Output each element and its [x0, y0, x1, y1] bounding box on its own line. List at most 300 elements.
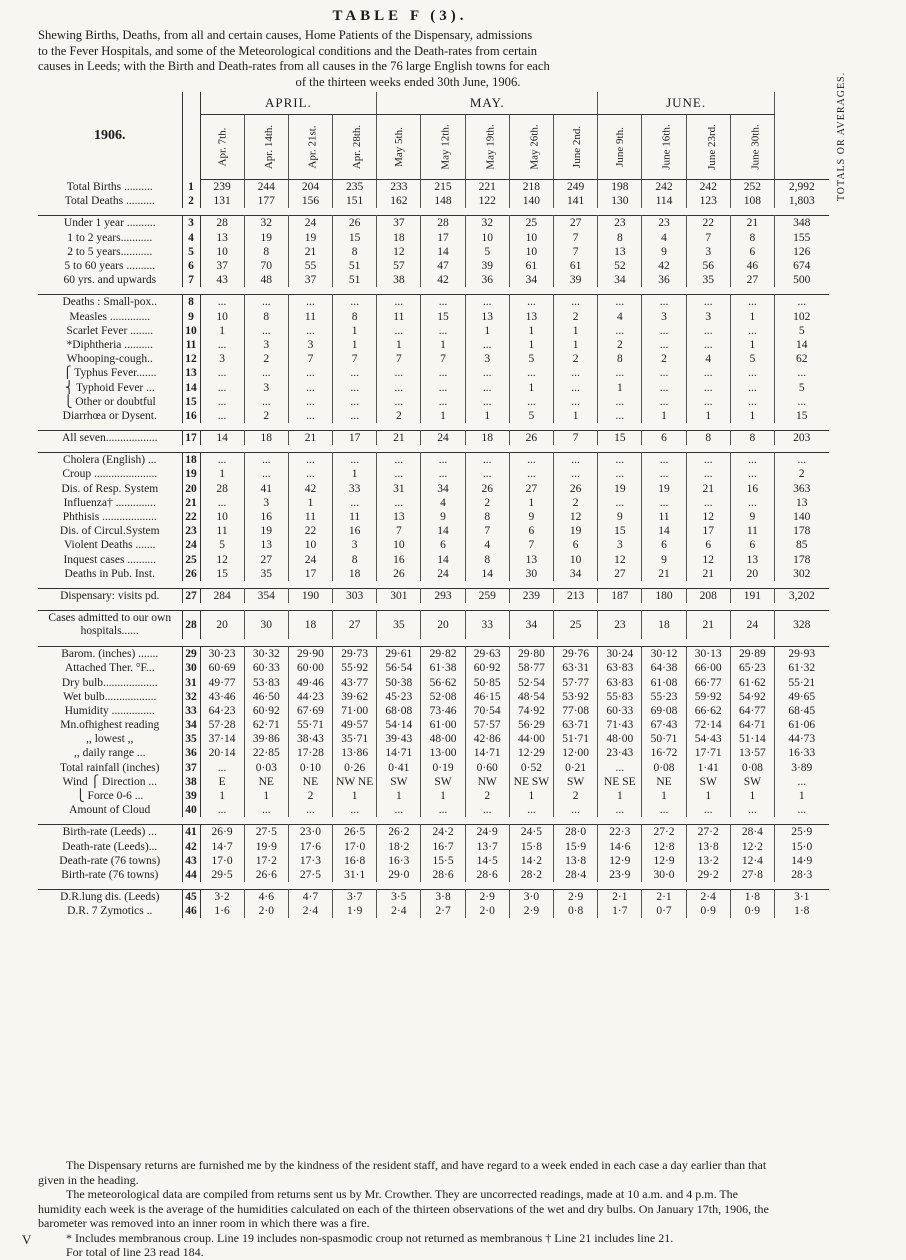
- cell-value: 50·71: [642, 732, 686, 746]
- cell-value: 26: [509, 431, 553, 446]
- table-row: [38, 194, 829, 208]
- cell-value: ...: [509, 453, 553, 468]
- cell-value: NW NE: [333, 775, 377, 789]
- cell-value: 8: [598, 231, 642, 245]
- cell-value: 19: [642, 482, 686, 496]
- row-total: 5: [798, 324, 805, 337]
- row-number: 10: [182, 324, 200, 338]
- cell-value: 1: [333, 789, 377, 803]
- cell-value: ...: [642, 380, 686, 394]
- row-label: 1 to 2 years...........: [67, 231, 153, 244]
- row-number: 39: [182, 789, 200, 803]
- cell-value: 1: [509, 496, 553, 510]
- cell-value: ...: [377, 324, 421, 338]
- cell-value: ...: [377, 803, 421, 817]
- table-row: [38, 746, 829, 760]
- table-row: [38, 231, 829, 245]
- cell-value: 39: [554, 273, 598, 287]
- cell-value: 13·00: [421, 746, 465, 760]
- cell-value: 26·9: [200, 825, 244, 840]
- cell-value: 23: [598, 611, 642, 640]
- cell-value: 6: [686, 538, 730, 552]
- cell-value: 244: [244, 180, 288, 195]
- cell-value: 1: [333, 324, 377, 338]
- cell-value: ...: [686, 324, 730, 338]
- row-label: Deaths : Small-pox..: [38, 295, 182, 310]
- cell-value: 122: [465, 194, 509, 208]
- row-total: 3·89: [791, 761, 813, 774]
- cell-value: 5: [200, 538, 244, 552]
- row-number: 21: [182, 496, 200, 510]
- cell-value: 14·7: [200, 840, 244, 854]
- cell-value: 28·4: [554, 868, 598, 882]
- cell-value: 26: [377, 567, 421, 581]
- row-total: 15·0: [791, 840, 813, 853]
- cell-value: 7: [421, 352, 465, 366]
- cell-value: 1: [730, 409, 774, 423]
- cell-value: ...: [333, 366, 377, 380]
- cell-value: 1: [554, 409, 598, 423]
- cell-value: 9: [642, 553, 686, 567]
- cell-value: 55·92: [333, 661, 377, 675]
- row-number: 40: [182, 803, 200, 817]
- date-header: Apr. 28th.: [333, 115, 377, 180]
- cell-value: ...: [686, 467, 730, 481]
- cell-value: 26·2: [377, 825, 421, 840]
- cell-value: ...: [244, 453, 288, 468]
- cell-value: 17·6: [288, 840, 332, 854]
- cell-value: NE: [288, 775, 332, 789]
- cell-value: 1·6: [200, 904, 244, 918]
- cell-value: 1: [686, 409, 730, 423]
- cell-value: 61: [554, 259, 598, 273]
- cell-value: 12·2: [730, 840, 774, 854]
- cell-value: 2: [598, 338, 642, 352]
- cell-value: 0·08: [730, 761, 774, 775]
- cell-value: ...: [730, 295, 774, 310]
- cell-value: 30·32: [244, 647, 288, 662]
- table-row: [38, 553, 829, 567]
- cell-value: 0·9: [730, 904, 774, 918]
- date-header: May 26th.: [509, 115, 553, 180]
- cell-value: 25: [554, 611, 598, 640]
- cell-value: 1: [421, 338, 465, 352]
- cell-value: ...: [642, 803, 686, 817]
- row-number: 32: [182, 690, 200, 704]
- row-label: ⎨ Typhoid Fever ...: [64, 381, 155, 394]
- cell-value: 17·3: [288, 854, 332, 868]
- cell-value: 1: [288, 496, 332, 510]
- row-total: 178: [793, 525, 811, 538]
- row-number: 45: [182, 890, 200, 905]
- cell-value: 1: [598, 789, 642, 803]
- cell-value: 242: [686, 180, 730, 195]
- row-total: 302: [793, 567, 811, 580]
- cell-value: 62·71: [244, 718, 288, 732]
- cell-value: 10: [509, 231, 553, 245]
- cell-value: 233: [377, 180, 421, 195]
- cell-value: ...: [288, 380, 332, 394]
- cell-value: 17·28: [288, 746, 332, 760]
- cell-value: ...: [509, 803, 553, 817]
- cell-value: 10: [554, 553, 598, 567]
- cell-value: 23·0: [288, 825, 332, 840]
- cell-value: ...: [333, 380, 377, 394]
- cell-value: ...: [421, 395, 465, 409]
- row-label: Total Births ..........: [66, 180, 153, 193]
- cell-value: ...: [465, 380, 509, 394]
- cell-value: 1: [554, 324, 598, 338]
- cell-value: 38: [377, 273, 421, 287]
- cell-value: ...: [686, 496, 730, 510]
- cell-value: 44·23: [288, 690, 332, 704]
- cell-value: 37·14: [200, 732, 244, 746]
- cell-value: 28·6: [465, 868, 509, 882]
- cell-value: 27·8: [730, 868, 774, 882]
- cell-value: 19: [244, 524, 288, 538]
- cell-value: 2·1: [642, 890, 686, 905]
- cell-value: 11: [642, 510, 686, 524]
- cell-value: 1: [642, 409, 686, 423]
- cell-value: 6: [554, 538, 598, 552]
- cell-value: ...: [554, 295, 598, 310]
- cell-value: 46: [730, 259, 774, 273]
- cell-value: 46·15: [465, 690, 509, 704]
- cell-value: 12·29: [509, 746, 553, 760]
- cell-value: 50·38: [377, 675, 421, 689]
- cell-value: 36: [642, 273, 686, 287]
- row-number: 44: [182, 868, 200, 882]
- cell-value: 12: [686, 553, 730, 567]
- cell-value: NE SE: [598, 775, 642, 789]
- table-row: [38, 675, 829, 689]
- date-header: Apr. 7th.: [200, 115, 244, 180]
- row-number: 37: [182, 761, 200, 775]
- cell-value: 24·5: [509, 825, 553, 840]
- row-number: 28: [182, 611, 200, 640]
- cell-value: 5: [509, 352, 553, 366]
- row-label: Amount of Cloud: [69, 804, 151, 817]
- cell-value: 29·63: [465, 647, 509, 662]
- cell-value: 24·9: [465, 825, 509, 840]
- cell-value: ...: [730, 453, 774, 468]
- cell-value: ...: [377, 380, 421, 394]
- row-number: 23: [182, 524, 200, 538]
- cell-value: 2: [244, 409, 288, 423]
- cell-value: 14: [642, 524, 686, 538]
- cell-value: 50·85: [465, 675, 509, 689]
- cell-value: ...: [642, 496, 686, 510]
- cell-value: 301: [377, 588, 421, 603]
- row-total: 1,803: [788, 195, 815, 208]
- cell-value: 1: [244, 789, 288, 803]
- cell-value: 66·77: [686, 675, 730, 689]
- row-number: 29: [182, 647, 200, 662]
- cell-value: 61·08: [642, 675, 686, 689]
- cell-value: 21: [686, 611, 730, 640]
- date-header: June 23rd.: [686, 115, 730, 180]
- footnote: The meteorological data are compiled from returns sent us by Mr. Crowther. They are uncorrected readings, made at 10 a.m. and 4 p.m. The humidity each week is the average of the humidities calculated on each of the thirteen observations of the wet and dry bulbs. On January 17th, 1906, the barometer was removed into an inner room in which there was a fire.: [38, 1187, 769, 1230]
- cell-value: 21: [288, 245, 332, 259]
- cell-value: 3·5: [377, 890, 421, 905]
- cell-value: 8: [686, 431, 730, 446]
- table-row: [38, 890, 829, 905]
- cell-value: ...: [686, 453, 730, 468]
- cell-value: 39·86: [244, 732, 288, 746]
- cell-value: 59·92: [686, 690, 730, 704]
- table-row: [38, 395, 829, 409]
- table-row: [38, 216, 829, 231]
- cell-value: ...: [333, 453, 377, 468]
- cell-value: 56: [686, 259, 730, 273]
- cell-value: 48·00: [598, 732, 642, 746]
- row-total: 500: [793, 274, 811, 287]
- row-label: Dis. of Resp. System: [61, 482, 159, 495]
- row-total: 16·33: [788, 747, 816, 760]
- row-number: 31: [182, 675, 200, 689]
- row-total: 29·93: [775, 647, 829, 662]
- cell-value: 19·9: [244, 840, 288, 854]
- cell-value: 7: [554, 245, 598, 259]
- table-row: [38, 409, 829, 423]
- row-total: 1·8: [794, 905, 810, 918]
- cell-value: 19: [288, 231, 332, 245]
- table-row: [38, 245, 829, 259]
- cell-value: 42: [421, 273, 465, 287]
- cell-value: ...: [686, 380, 730, 394]
- row-number: 7: [182, 273, 200, 287]
- cell-value: 25: [509, 216, 553, 231]
- cell-value: 35: [377, 611, 421, 640]
- cell-value: 63·71: [554, 718, 598, 732]
- row-number: 6: [182, 259, 200, 273]
- cell-value: 208: [686, 588, 730, 603]
- cell-value: ...: [730, 803, 774, 817]
- date-header: Apr. 14th.: [244, 115, 288, 180]
- cell-value: 16·72: [642, 746, 686, 760]
- cell-value: ...: [200, 380, 244, 394]
- cell-value: ...: [598, 295, 642, 310]
- table-row: [38, 273, 829, 287]
- cell-value: 1·8: [730, 890, 774, 905]
- cell-value: 293: [421, 588, 465, 603]
- cell-value: 0·9: [686, 904, 730, 918]
- cell-value: 18: [288, 611, 332, 640]
- cell-value: ...: [730, 467, 774, 481]
- cell-value: 1: [421, 409, 465, 423]
- cell-value: 213: [554, 588, 598, 603]
- cell-value: 141: [554, 194, 598, 208]
- table-row: [38, 324, 829, 338]
- cell-value: 29·76: [554, 647, 598, 662]
- cell-value: 15: [421, 310, 465, 324]
- cell-value: 4·7: [288, 890, 332, 905]
- row-number: 14: [182, 380, 200, 394]
- cell-value: 64·23: [200, 704, 244, 718]
- cell-value: 58·77: [509, 661, 553, 675]
- table-row: [38, 775, 829, 789]
- cell-value: 43·46: [200, 690, 244, 704]
- cell-value: ...: [377, 295, 421, 310]
- cell-value: ...: [244, 803, 288, 817]
- cell-value: ...: [288, 467, 332, 481]
- cell-value: 13·8: [686, 840, 730, 854]
- cell-value: 30·24: [598, 647, 642, 662]
- cell-value: 22: [288, 524, 332, 538]
- cell-value: 56·62: [421, 675, 465, 689]
- cell-value: 2·9: [554, 890, 598, 905]
- row-label: Total Deaths ..........: [64, 195, 155, 208]
- cell-value: 34: [421, 482, 465, 496]
- cell-value: 13·86: [333, 746, 377, 760]
- cell-value: 41: [244, 482, 288, 496]
- cell-value: ...: [598, 467, 642, 481]
- cell-value: 0·8: [554, 904, 598, 918]
- cell-value: SW: [377, 775, 421, 789]
- row-label: Under 1 year ..........: [38, 216, 182, 231]
- cell-value: ...: [598, 409, 642, 423]
- row-total: 2,992: [788, 181, 815, 194]
- cell-value: 14: [421, 524, 465, 538]
- row-label: Inquest cases ..........: [63, 553, 157, 566]
- cell-value: ...: [333, 803, 377, 817]
- table-row: [38, 567, 829, 581]
- cell-value: 1: [509, 789, 553, 803]
- cell-value: 7: [509, 538, 553, 552]
- cell-value: 130: [598, 194, 642, 208]
- row-label: Total rainfall (inches): [60, 761, 160, 774]
- cell-value: 55: [288, 259, 332, 273]
- cell-value: 48: [244, 273, 288, 287]
- cell-value: 57·77: [554, 675, 598, 689]
- cell-value: ...: [642, 295, 686, 310]
- cell-value: E: [200, 775, 244, 789]
- row-label: Violent Deaths .......: [63, 539, 156, 552]
- cell-value: ...: [200, 366, 244, 380]
- cell-value: 4: [465, 538, 509, 552]
- cell-value: 22·85: [244, 746, 288, 760]
- month-header-may: MAY.: [377, 92, 598, 115]
- table-description: [38, 28, 778, 90]
- cell-value: 6: [421, 538, 465, 552]
- cell-value: 8: [333, 245, 377, 259]
- cell-value: 23·43: [598, 746, 642, 760]
- cell-value: ...: [288, 324, 332, 338]
- cell-value: ...: [421, 295, 465, 310]
- cell-value: 17·0: [333, 840, 377, 854]
- cell-value: 27·2: [686, 825, 730, 840]
- cell-value: 27: [598, 567, 642, 581]
- cell-value: 12: [686, 510, 730, 524]
- cell-value: ...: [244, 324, 288, 338]
- cell-value: 1: [333, 467, 377, 481]
- cell-value: 19: [244, 231, 288, 245]
- table-row: [38, 380, 829, 394]
- cell-value: NE: [642, 775, 686, 789]
- cell-value: ...: [598, 324, 642, 338]
- cell-value: ...: [333, 496, 377, 510]
- cell-value: 1: [465, 324, 509, 338]
- cell-value: 73·46: [421, 704, 465, 718]
- cell-value: 63·31: [554, 661, 598, 675]
- cell-value: 7: [686, 231, 730, 245]
- cell-value: 215: [421, 180, 465, 195]
- cell-value: 29·90: [288, 647, 332, 662]
- cell-value: ...: [554, 467, 598, 481]
- cell-value: 1: [730, 789, 774, 803]
- cell-value: 2: [465, 789, 509, 803]
- cell-value: 27·2: [642, 825, 686, 840]
- footnote: The Dispensary returns are furnished me by the kindness of the resident staff, and have regard to a week ended in each case a day earlier than that given in the heading.: [38, 1158, 767, 1187]
- table-row: [38, 338, 829, 352]
- row-total: ...: [797, 395, 807, 408]
- cell-value: ...: [288, 366, 332, 380]
- table-row: [38, 840, 829, 854]
- cell-value: 16·3: [377, 854, 421, 868]
- cell-value: 8: [730, 231, 774, 245]
- row-number: 12: [182, 352, 200, 366]
- cell-value: 11: [200, 524, 244, 538]
- cell-value: 3: [244, 496, 288, 510]
- cell-value: 1: [642, 789, 686, 803]
- cell-value: 49·46: [288, 675, 332, 689]
- cell-value: ...: [421, 453, 465, 468]
- cell-value: 51·14: [730, 732, 774, 746]
- cell-value: 19: [554, 524, 598, 538]
- table-row: [38, 588, 829, 603]
- cell-value: 28: [200, 482, 244, 496]
- cell-value: 3: [288, 338, 332, 352]
- cell-value: 14·5: [465, 854, 509, 868]
- cell-value: 1: [377, 789, 421, 803]
- cell-value: 198: [598, 180, 642, 195]
- cell-value: ...: [288, 803, 332, 817]
- cell-value: 52·08: [421, 690, 465, 704]
- row-total: 14: [796, 338, 808, 351]
- row-label: Croup ......................: [62, 468, 158, 481]
- row-label: Whooping-cough..: [66, 353, 153, 366]
- cell-value: 12·00: [554, 746, 598, 760]
- cell-value: 1: [421, 789, 465, 803]
- cell-value: 28·4: [730, 825, 774, 840]
- table-row: [38, 803, 829, 817]
- cell-value: 10: [377, 538, 421, 552]
- cell-value: 3: [465, 352, 509, 366]
- cell-value: 60·00: [288, 661, 332, 675]
- cell-value: 27: [333, 611, 377, 640]
- cell-value: 13: [244, 538, 288, 552]
- cell-value: 57·57: [465, 718, 509, 732]
- intro-line: Shewing Births, Deaths, from all and certain causes, Home Patients of the Dispensary, admissions: [38, 28, 533, 42]
- cell-value: ...: [730, 324, 774, 338]
- cell-value: 3: [686, 310, 730, 324]
- row-label: Birth-rate (76 towns): [61, 868, 159, 881]
- cell-value: 22·3: [598, 825, 642, 840]
- cell-value: 2·4: [377, 904, 421, 918]
- row-label: 60 yrs. and upwards: [63, 274, 157, 287]
- cell-value: 37: [288, 273, 332, 287]
- cell-value: 4: [642, 231, 686, 245]
- row-label: D.R. 7 Zymotics ..: [67, 905, 153, 918]
- cell-value: 3: [642, 310, 686, 324]
- row-number: 25: [182, 553, 200, 567]
- row-total: 3·1: [775, 890, 829, 905]
- cell-value: 21: [377, 431, 421, 446]
- cell-value: 1·7: [598, 904, 642, 918]
- cell-value: 32: [465, 216, 509, 231]
- row-total: 126: [793, 245, 811, 258]
- cell-value: 60·92: [465, 661, 509, 675]
